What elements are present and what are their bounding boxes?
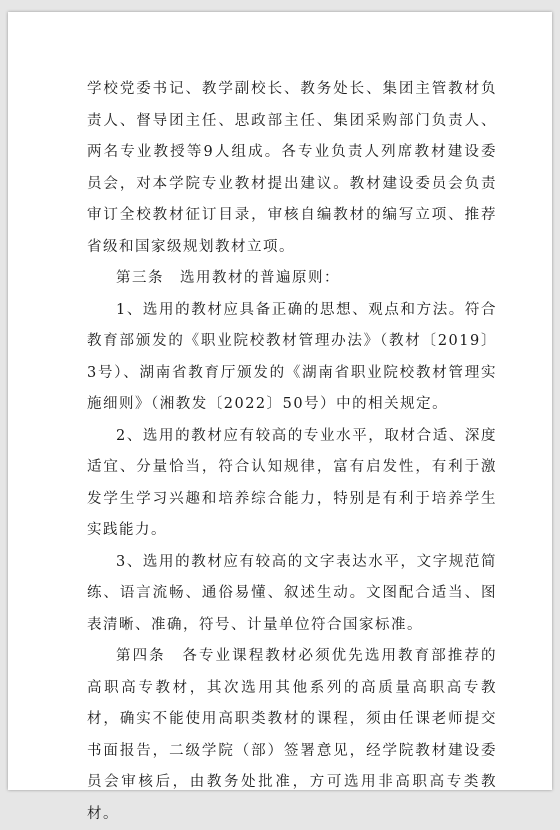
principle-1-paragraph: 1、选用的教材应具备正确的思想、观点和方法。符合教育部颁发的《职业院校教材管理办法》（教材〔2019〕3号）、湖南省教育厅颁发的《湖南省职业院校教材管理实施细则》（湘教发〔2022〕50号）中的相关规定。 (87, 301, 497, 412)
document-page (8, 12, 552, 822)
paragraph-committee-composition: 学校党委书记、教学副校长、教务处长、集团主管教材负责人、督导团主任、思政部主任、集团采购部门负责人、两名专业教授等9人组成。各专业负责人列席教材建设委员会，对本学院专业教材提出建议。教材建设委员会负责审订全校教材征订目录，审核自编教材的编写立项、推荐省级和国家级规划教材立项。 (87, 81, 497, 255)
principle-2-paragraph: 2、选用的教材应有较高的专业水平，取材合适、深度适宜、分量恰当，符合认知规律，富有启发性，有利于激发学生学习兴趣和培养综合能力，特别是有利于培养学生实践能力。 (87, 427, 497, 538)
document-body (87, 74, 497, 830)
article-3-heading: 第三条 选用教材的普遍原则： (116, 270, 340, 286)
principle-3-paragraph: 3、选用的教材应有较高的文字表达水平，文字规范简练、语言流畅、通俗易懂、叙述生动。文图配合适当、图表清晰、准确，符号、计量单位符合国家标准。 (87, 553, 497, 633)
article-4-paragraph: 第四条 各专业课程教材必须优先选用教育部推荐的高职高专教材，其次选用其他系列的高质量高职高专教材，确实不能使用高职类教材的课程，须由任课老师提交书面报告，二级学院（部）签署意见，经学院教材建设委员会审核后，由教务处批准，方可选用非高职高专类教材。 (87, 648, 497, 822)
